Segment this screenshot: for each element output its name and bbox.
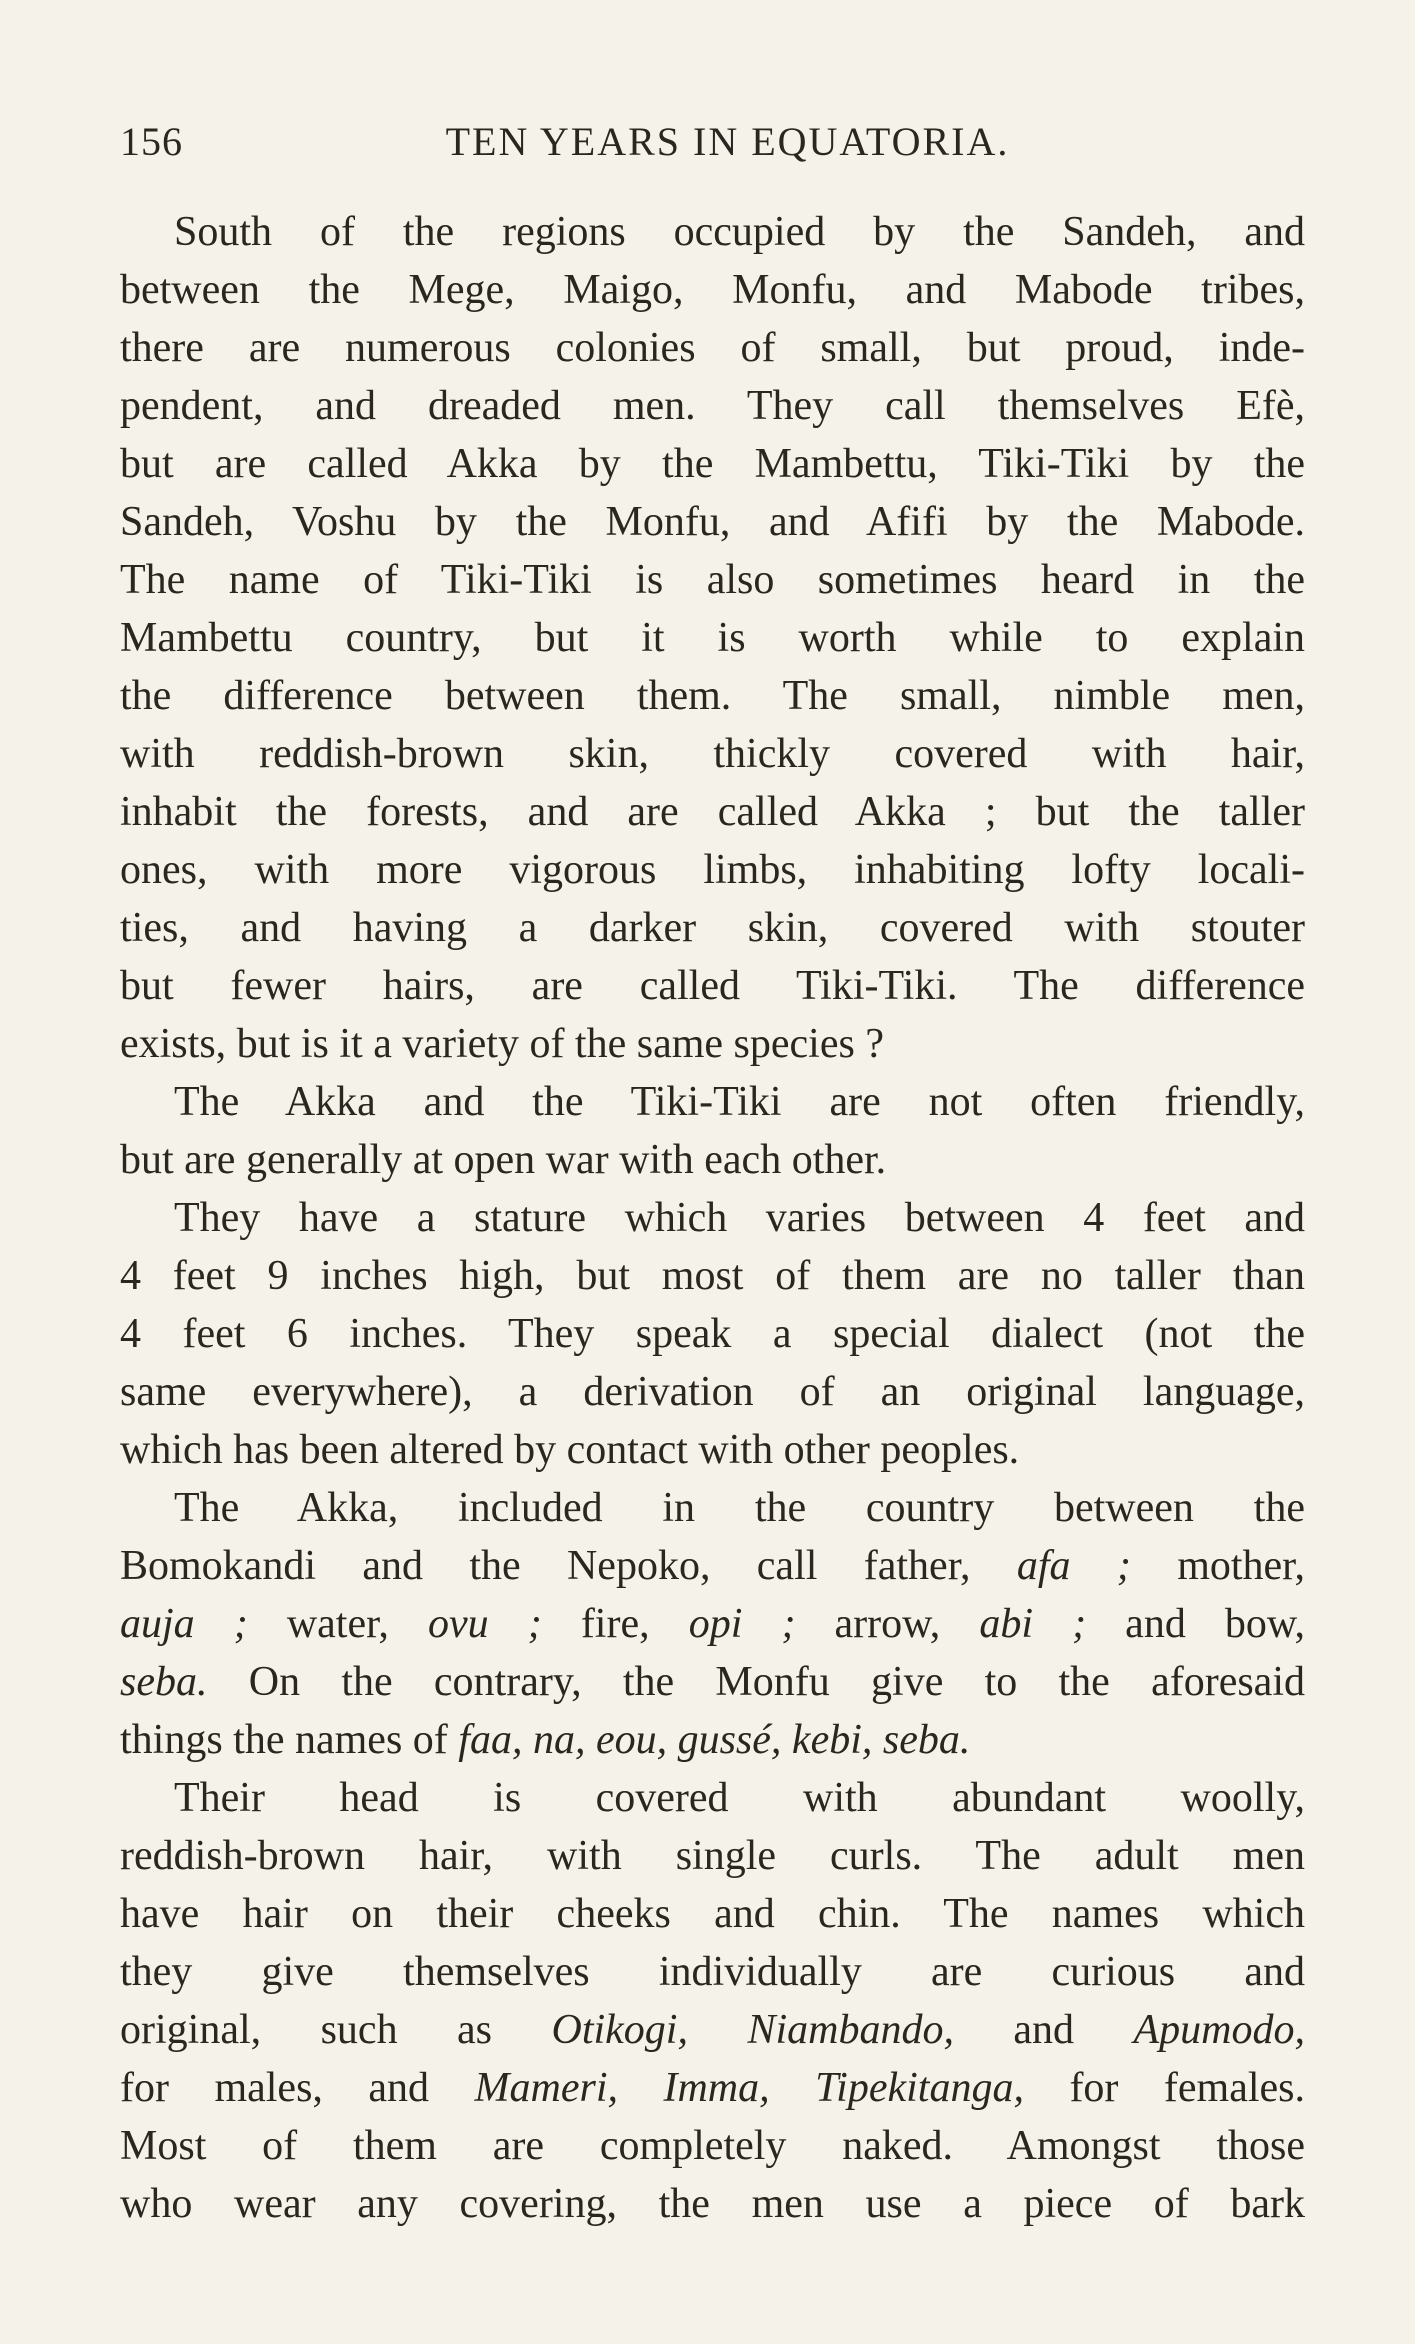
text-segment: mother, (1130, 1543, 1305, 1589)
text-line: reddish-brown hair, with single curls. The adult men (120, 1833, 1305, 1879)
text-line: they give themselves individually are curious and (120, 1949, 1305, 1995)
text-line: 4 feet 6 inches. They speak a special dialect (not the (120, 1311, 1305, 1357)
text-line: but are called Akka by the Mambettu, Tiki-Tiki by the (120, 441, 1305, 487)
text-line: there are numerous colonies of small, but proud, inde- (120, 325, 1305, 371)
text-line: Mambettu country, but it is worth while to explain (120, 615, 1305, 661)
vocabulary-term: abi ; (979, 1601, 1087, 1647)
text-line: which has been altered by contact with other peoples. (120, 1427, 1020, 1473)
text-segment: On the contrary, the Monfu give to the aforesaid (207, 1659, 1305, 1705)
text-line: same everywhere), a derivation of an original language, (120, 1369, 1305, 1415)
text-line: the difference between them. The small, nimble men, (120, 673, 1305, 719)
text-line (120, 1537, 1305, 1595)
text-line: Sandeh, Voshu by the Monfu, and Afifi by the Mabode. (120, 499, 1305, 545)
text-line: with reddish-brown skin, thickly covered with hair, (120, 731, 1305, 777)
text-line: exists, but is it a variety of the same species ? (120, 1021, 884, 1067)
page-number: 156 (120, 119, 183, 164)
vocabulary-term: ovu ; (428, 1601, 542, 1647)
text-segment (770, 2065, 815, 2111)
personal-name: Niambando, (747, 2007, 954, 2053)
text-segment: arrow, (795, 1601, 980, 1647)
text-segment: for females. (1023, 2065, 1305, 2111)
text-line: They have a stature which varies between 4 feet and (174, 1195, 1305, 1241)
personal-name: Imma, (663, 2065, 770, 2111)
text-segment (688, 2007, 747, 2053)
text-line: ones, with more vigorous limbs, inhabiting lofty locali- (120, 847, 1305, 893)
text-line: Their head is covered with abundant woolly, (174, 1775, 1305, 1821)
text-segment: Bomokandi and the Nepoko, call father, (120, 1543, 1017, 1589)
text-line (120, 2001, 1305, 2059)
body-text (120, 203, 1305, 2233)
text-line: The Akka and the Tiki-Tiki are not often friendly, (174, 1079, 1305, 1125)
running-head (120, 118, 1315, 168)
text-segment: and (953, 2007, 1134, 2053)
text-line: Most of them are completely naked. Amongst those (120, 2123, 1305, 2169)
text-segment: original, such as (120, 2007, 552, 2053)
text-segment: fire, (541, 1601, 689, 1647)
text-line: ties, and having a darker skin, covered with stouter (120, 905, 1305, 951)
personal-name: Tipekitanga, (815, 2065, 1024, 2111)
text-segment (618, 2065, 663, 2111)
personal-name: Apumodo, (1133, 2007, 1306, 2053)
text-line: 4 feet 9 inches high, but most of them are no taller than (120, 1253, 1305, 1299)
vocabulary-terms: faa, na, eou, gussé, kebi, seba. (458, 1717, 971, 1763)
text-line (120, 1595, 1305, 1653)
text-segment: water, (247, 1601, 429, 1647)
running-title: TEN YEARS IN EQUATORIA. (445, 119, 1010, 164)
text-line: who wear any covering, the men use a piece of bark (120, 2181, 1305, 2227)
vocabulary-term: seba. (120, 1659, 208, 1705)
text-line: but are generally at open war with each other. (120, 1137, 887, 1183)
text-segment: things the names of (120, 1717, 459, 1763)
text-line: The name of Tiki-Tiki is also sometimes heard in the (120, 557, 1305, 603)
text-line (120, 1711, 1305, 1769)
text-line: between the Mege, Maigo, Monfu, and Mabode tribes, (120, 267, 1305, 313)
text-line: pendent, and dreaded men. They call themselves Efè, (120, 383, 1305, 429)
vocabulary-term: auja ; (120, 1601, 248, 1647)
text-segment: for males, and (120, 2065, 475, 2111)
vocabulary-term: opi ; (688, 1601, 796, 1647)
text-line: have hair on their cheeks and chin. The names which (120, 1891, 1305, 1937)
vocabulary-term: afa ; (1016, 1543, 1131, 1589)
text-line: The Akka, included in the country between the (174, 1485, 1305, 1531)
personal-name: Mameri, (474, 2065, 618, 2111)
text-segment: and bow, (1086, 1601, 1306, 1647)
personal-name: Otikogi, (551, 2007, 688, 2053)
text-line (120, 1653, 1305, 1711)
text-line: but fewer hairs, are called Tiki-Tiki. The difference (120, 963, 1305, 1009)
text-line (120, 2059, 1305, 2117)
text-line: South of the regions occupied by the Sandeh, and (174, 209, 1305, 255)
text-line: inhabit the forests, and are called Akka ; but the taller (120, 789, 1305, 835)
